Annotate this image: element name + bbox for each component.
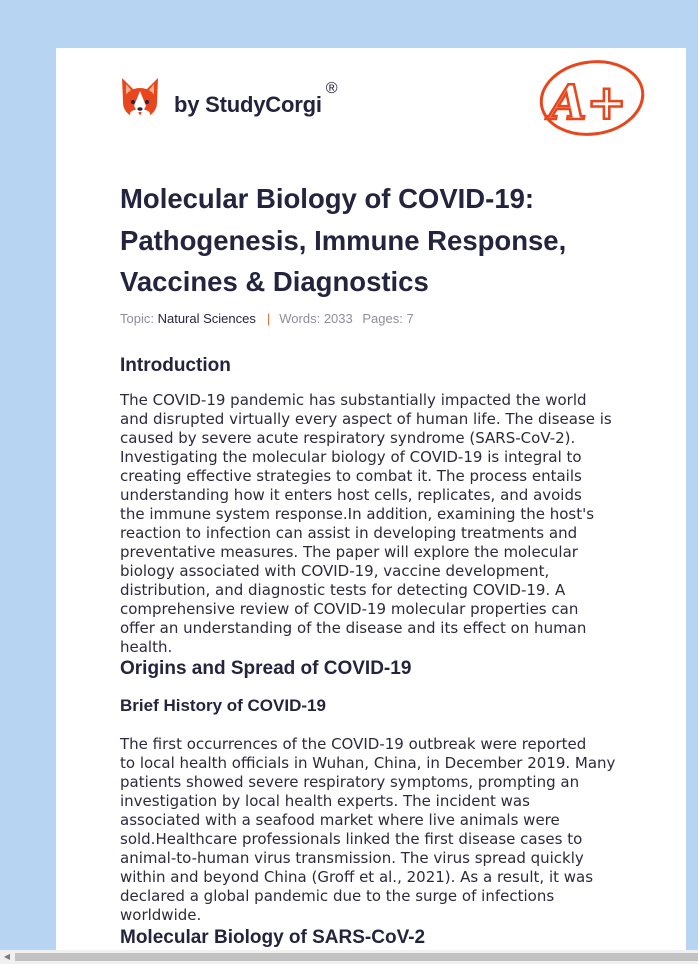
pages-label: Pages: — [362, 311, 403, 326]
title-line: Pathogenesis, Immune Response, — [120, 224, 567, 256]
paragraph-line: associated with a seafood market where live animals were — [120, 811, 560, 829]
heading-molecular-biology: Molecular Biology of SARS-CoV-2 — [120, 927, 426, 948]
scroll-left-icon[interactable]: ◀ — [3, 952, 11, 961]
paragraph-line: The first occurrences of the COVID-19 outbreak were reported — [120, 735, 587, 753]
paragraph-line: The COVID-19 pandemic has substantially impacted the world — [120, 391, 587, 409]
paragraph-line: and disrupted virtually every aspect of human life. The disease is — [120, 410, 612, 428]
paragraph-line: preventative measures. The paper will explore the molecular — [120, 543, 578, 561]
grade-badge-icon — [536, 58, 648, 140]
paragraph-line: animal-to-human virus transmission. The virus spread quickly — [120, 849, 584, 867]
paragraph-line: declared a global pandemic due to the surge of infections — [120, 887, 555, 905]
words-count: 2033 — [323, 311, 353, 326]
grade-text: A+ — [549, 75, 627, 131]
scrollbar-thumb[interactable] — [15, 953, 698, 961]
paragraph-line: within and beyond China (Groff et al., 2021). As a result, it was — [120, 868, 594, 886]
introduction-paragraph — [120, 391, 636, 657]
heading-introduction: Introduction — [120, 355, 231, 376]
paragraph-line: comprehensive review of COVID-19 molecular properties can — [120, 600, 579, 618]
pages-count: 7 — [406, 311, 414, 326]
horizontal-scrollbar[interactable] — [0, 950, 698, 964]
paragraph-line: offer an understanding of the disease and its effect on human — [120, 619, 587, 637]
title-line: Molecular Biology of COVID-19: — [120, 183, 535, 214]
paragraph-line: distribution, and diagnostic tests for detecting COVID-19. A — [120, 581, 566, 599]
paragraph-line: understanding how it enters host cells, replicates, and avoids — [120, 486, 582, 504]
title-line: Vaccines & Diagnostics — [120, 266, 429, 297]
words-label: Words: — [279, 311, 321, 326]
paragraph-line: the immune system response.In addition, examining the host's — [120, 505, 595, 523]
meta-separator: | — [266, 311, 271, 326]
brand-name: by StudyCorgi — [174, 92, 322, 117]
paragraph-line: sold.Healthcare professionals linked the first disease cases to — [120, 830, 583, 848]
heading-origins: Origins and Spread of COVID-19 — [120, 658, 412, 679]
paragraph-line: investigation by local health experts. The incident was — [120, 792, 530, 810]
paragraph-line: patients showed severe respiratory symptoms, prompting an — [120, 773, 580, 791]
paragraph-line: Investigating the molecular biology of COVID-19 is integral to — [120, 448, 582, 466]
registered-mark: ® — [325, 80, 338, 97]
brand-header[interactable] — [120, 76, 338, 122]
corgi-logo-icon — [120, 76, 160, 122]
paragraph-line: worldwide. — [120, 906, 202, 924]
history-paragraph — [120, 735, 636, 925]
paragraph-line: health. — [120, 638, 173, 656]
paragraph-line: creating effective strategies to combat it. The process entails — [120, 467, 582, 485]
topic-link[interactable]: Natural Sciences — [157, 311, 256, 326]
paragraph-line: caused by severe acute respiratory syndrome (SARS-CoV-2). — [120, 429, 576, 447]
page-title — [120, 178, 630, 303]
paragraph-line: reaction to infection can assist in developing treatments and — [120, 524, 578, 542]
document-meta — [120, 311, 414, 326]
topic-label: Topic: — [120, 311, 154, 326]
document-page — [56, 48, 686, 950]
paragraph-line: biology associated with COVID-19, vaccine development, — [120, 562, 550, 580]
heading-brief-history: Brief History of COVID-19 — [120, 696, 326, 715]
paragraph-line: to local health officials in Wuhan, China, in December 2019. Many — [120, 754, 616, 772]
